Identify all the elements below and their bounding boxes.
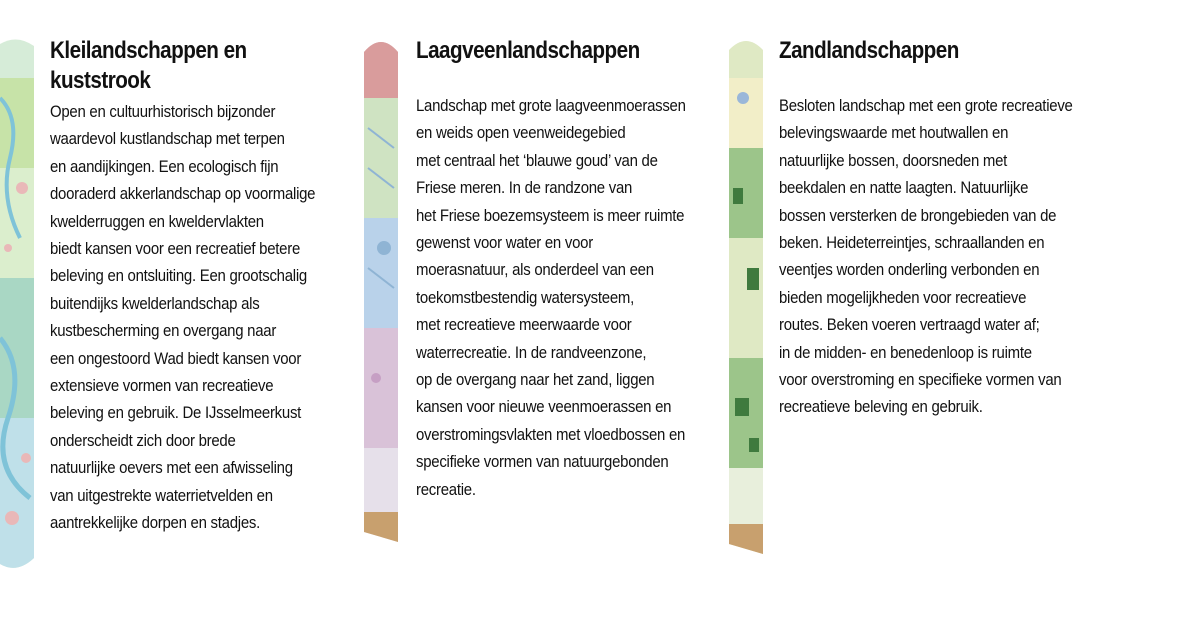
peat-map-icon (364, 38, 398, 542)
map-strip-peat (364, 38, 398, 542)
column-kleilandschappen (50, 36, 350, 537)
column-body: Landschap met grote laagveenmoerassen en weids open veenweidegebied met centraal het ‘blauwe goud’ van de Friese meren. In de randzone van het Friese boezemsysteem is meer ruimte gewenst voor water en voor moerasnatuur, als onderdeel van een toekomstbestendig watersysteem, met recreatieve meerwaarde voor waterrecreatie. In de randveenzone, op de overgang naar het zand, liggen kansen voor nieuwe veenmoerassen en overstromingsvlakten met vloedbossen en specifieke vormen van natuurgebonden recreatie. (416, 96, 686, 499)
column-body: Besloten landschap met een grote recreatieve belevingswaarde met houtwallen en natuurlijke bossen, doorsneden met beekdalen en natte laagten. Natuurlijke bossen versterken de brongebieden van de beken. Heideterreintjes, schraallanden en veentjes worden onderling verbonden en bieden mogelijkheden voor recreatieve routes. Beken voeren vertraagd water af; in de midden- en benedenloop is ruimte voor overstroming en specifieke vormen van recreatieve beleving en gebruik. (779, 96, 1073, 417)
column-body: Open en cultuurhistorisch bijzonder waardevol kustlandschap met terpen en aandijkingen. Een ecologisch fijn dooraderd akkerlandschap op voormalige kwelderruggen en kweldervlakten biedt kansen voor een recreatief betere beleving en ontsluiting. Een grootschalig buitendijks kwelderlandschap als kustbescherming en overgang naar een ongestoord Wad biedt kansen voor extensieve vormen van recreatieve beleving en gebruik. De IJsselmeerkust onderscheidt zich door brede natuurlijke oevers met een afwisseling van uitgestrekte waterrietvelden en aantrekkelijke dorpen en stadjes. (50, 102, 316, 533)
column-title: Zandlandschappen (779, 37, 959, 64)
map-strip-sand (729, 38, 763, 554)
map-strip-clay (0, 38, 34, 570)
sand-map-icon (729, 38, 763, 554)
column-title: Kleilandschappen en kuststrook (50, 37, 247, 94)
clay-map-icon (0, 38, 34, 570)
column-title: Laagveenlandschappen (416, 37, 640, 64)
column-laagveenlandschappen (416, 36, 716, 503)
column-zandlandschappen (779, 36, 1119, 421)
